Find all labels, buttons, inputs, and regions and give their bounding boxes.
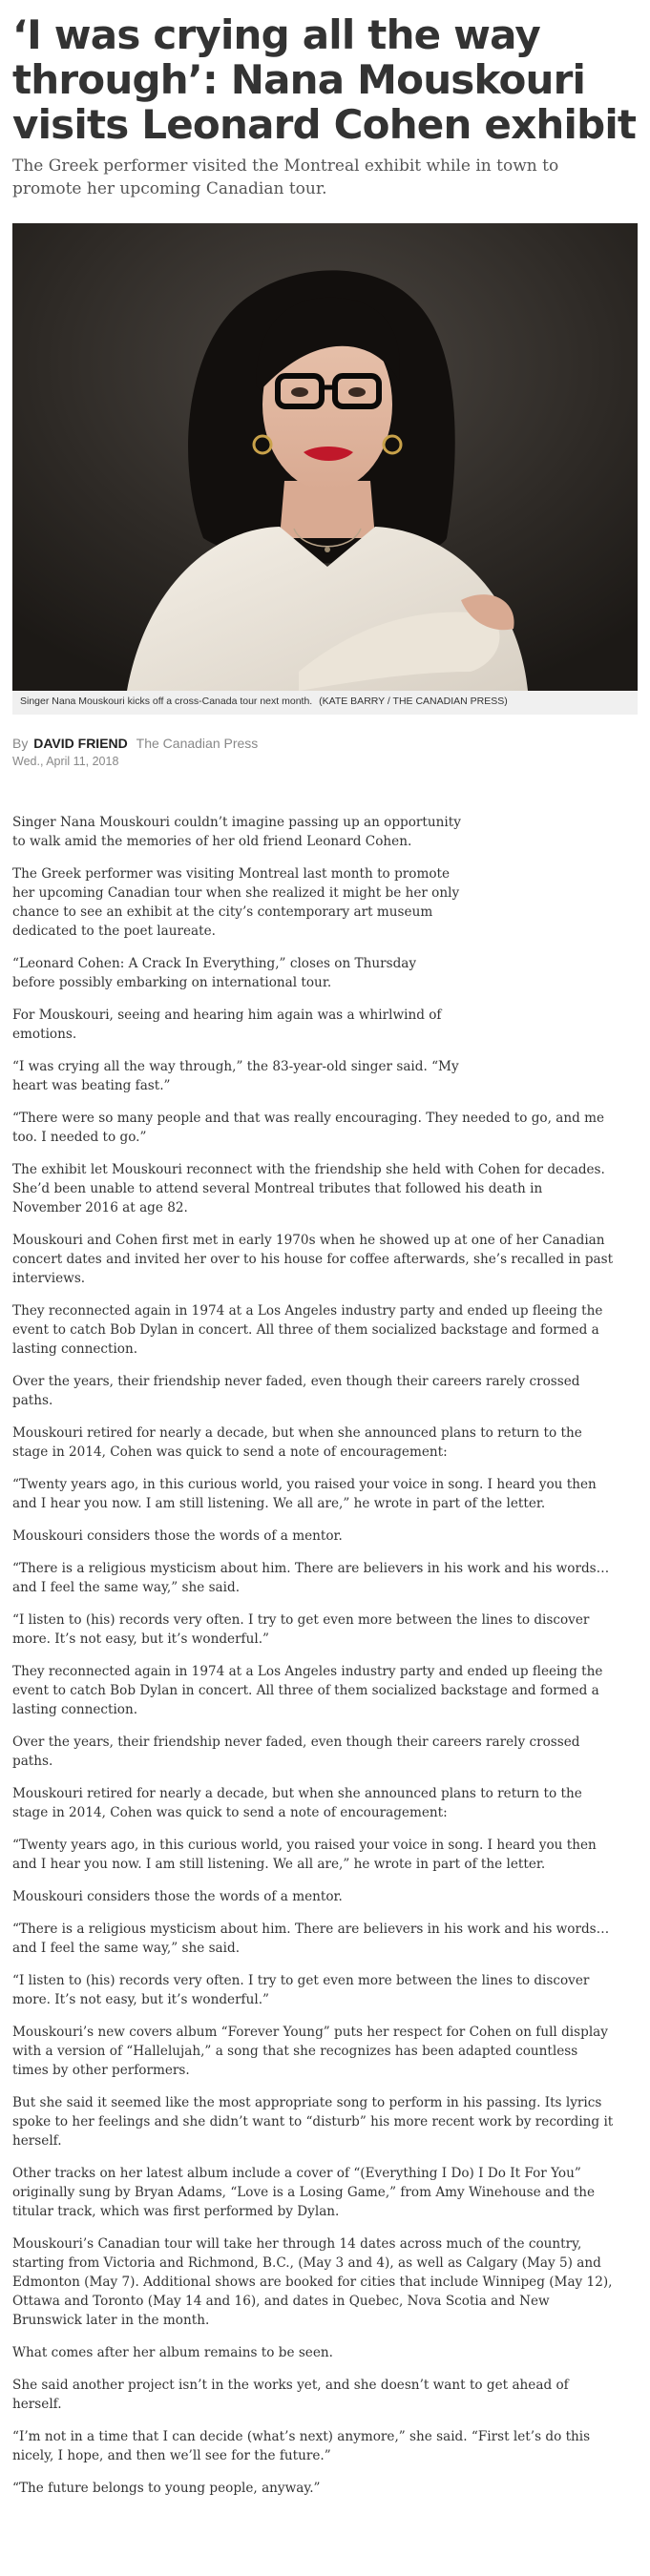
paragraph: What comes after her album remains to be seen. xyxy=(12,2345,333,2360)
author-link[interactable]: DAVID FRIEND xyxy=(33,736,128,751)
paragraph: But she said it seemed like the most appropriate song to perform in his passing. Its lyrics spoke to her feelings and she didn’t want to “disturb” his more recent work by recording it herself. xyxy=(12,2095,614,2149)
paragraph: Over the years, their friendship never faded, even though their careers rarely crossed paths. xyxy=(12,1374,580,1408)
paragraph: Mouskouri’s Canadian tour will take her through 14 dates across much of the country, starting from Victoria and Richmond, B.C., (May 3 and 4), as well as Calgary (May 5) and Edmonton (May 7). Additional shows are booked for cities that include Winnipeg (May 12), Ottawa and Toronto (May 14 and 16), and dates in Quebec, Nova Scotia and New Brunswick later in the month. xyxy=(12,2236,613,2328)
subheadline: The Greek performer visited the Montreal exhibit while in town to promote her upcoming Canadian tour. xyxy=(12,156,559,198)
lead-photo-figure xyxy=(12,223,638,715)
article-body xyxy=(12,813,614,2498)
paragraph: Mouskouri considers those the words of a mentor. xyxy=(12,1889,343,1904)
paragraph: “There is a religious mysticism about him. There are believers in his work and his words… and I feel the same way,” she said. xyxy=(12,1561,610,1595)
paragraph: Mouskouri retired for nearly a decade, but when she announced plans to return to the stage in 2014, Cohen was quick to send a note of encouragement: xyxy=(12,1786,582,1820)
paragraph: Mouskouri considers those the words of a mentor. xyxy=(12,1528,343,1544)
paragraph: The exhibit let Mouskouri reconnect with the friendship she held with Cohen for decades. She’d been unable to attend several Montreal tributes that followed his death in November 2016 at age 82. xyxy=(12,1162,605,1215)
paragraph: “Twenty years ago, in this curious world, you raised your voice in song. I heard you then and I hear you now. I am still listening. We all are,” he wrote in part of the letter. xyxy=(12,1838,597,1872)
paragraph: They reconnected again in 1974 at a Los Angeles industry party and ended up fleeing the event to catch Bob Dylan in concert. All three of them socialized backstage and formed a lasting connection. xyxy=(12,1303,603,1357)
paragraph: Other tracks on her latest album include a cover of “(Everything I Do) I Do It For You” originally sung by Bryan Adams, “Love is a Losing Game,” from Amy Winehouse and the titular track, which was first performed by Dylan. xyxy=(12,2166,596,2219)
publish-date: Wed., April 11, 2018 xyxy=(12,755,119,768)
paragraph: “I listen to (his) records very often. I try to get even more between the lines to discover more. It’s not easy, but it’s wonderful.” xyxy=(12,1612,590,1647)
paragraph: Mouskouri’s new covers album “Forever Young” puts her respect for Cohen on full display with a version of “Hallelujah,” a song that she recognizes has been adapted countless times by other performers. xyxy=(12,2025,608,2078)
paragraph: “I listen to (his) records very often. I try to get even more between the lines to discover more. It’s not easy, but it’s wonderful.” xyxy=(12,1973,590,2007)
paragraph: For Mouskouri, seeing and hearing him again was a whirlwind of emotions. xyxy=(12,1008,442,1042)
paragraph: They reconnected again in 1974 at a Los Angeles industry party and ended up fleeing the event to catch Bob Dylan in concert. All three of them socialized backstage and formed a lasting connection. xyxy=(12,1664,603,1717)
caption-text: Singer Nana Mouskouri kicks off a cross-Canada tour next month. xyxy=(20,696,313,707)
paragraph: Mouskouri retired for nearly a decade, but when she announced plans to return to the stage in 2014, Cohen was quick to send a note of encouragement: xyxy=(12,1425,582,1460)
paragraph: “The future belongs to young people, anyway.” xyxy=(12,2481,321,2496)
paragraph: Mouskouri and Cohen first met in early 1970s when he showed up at one of her Canadian concert dates and invited her over to his house for coffee afterwards, she’s recalled in past interviews. xyxy=(12,1233,614,1286)
paragraph: The Greek performer was visiting Montreal last month to promote her upcoming Canadian tour when she realized it might be her only chance to see an exhibit at the city’s contemporary art museum dedicated to the poet laureate. xyxy=(12,866,460,939)
byline xyxy=(12,736,650,752)
paragraph: She said another project isn’t in the works yet, and she doesn’t want to get ahead of herself. xyxy=(12,2378,569,2412)
headline: ‘I was crying all the way through’: Nana Mouskouri visits Leonard Cohen exhibit xyxy=(12,11,637,148)
paragraph: “I’m not in a time that I can decide (what’s next) anymore,” she said. “First let’s do this nicely, I hope, and then we’ll see for the future.” xyxy=(12,2429,591,2463)
paragraph: “There were so many people and that was really encouraging. They needed to go, and me too. I needed to go.” xyxy=(12,1111,605,1145)
photo-credit: (KATE BARRY / THE CANADIAN PRESS) xyxy=(319,696,508,707)
paragraph: “I was crying all the way through,” the 83-year-old singer said. “My heart was beating fast.” xyxy=(12,1059,459,1093)
agency-name: The Canadian Press xyxy=(136,736,259,751)
byline-prefix: By xyxy=(12,736,29,751)
paragraph: “There is a religious mysticism about him. There are believers in his work and his words… and I feel the same way,” she said. xyxy=(12,1922,610,1956)
photo-caption xyxy=(12,691,638,715)
paragraph: “Twenty years ago, in this curious world, you raised your voice in song. I heard you then and I hear you now. I am still listening. We all are,” he wrote in part of the letter. xyxy=(12,1477,597,1511)
paragraph: “Leonard Cohen: A Crack In Everything,” closes on Thursday before possibly embarking on international tour. xyxy=(12,956,417,990)
lead-photo[interactable] xyxy=(12,223,638,691)
paragraph: Over the years, their friendship never faded, even though their careers rarely crossed paths. xyxy=(12,1735,580,1769)
paragraph: Singer Nana Mouskouri couldn’t imagine passing up an opportunity to walk amid the memories of her old friend Leonard Cohen. xyxy=(12,815,461,849)
